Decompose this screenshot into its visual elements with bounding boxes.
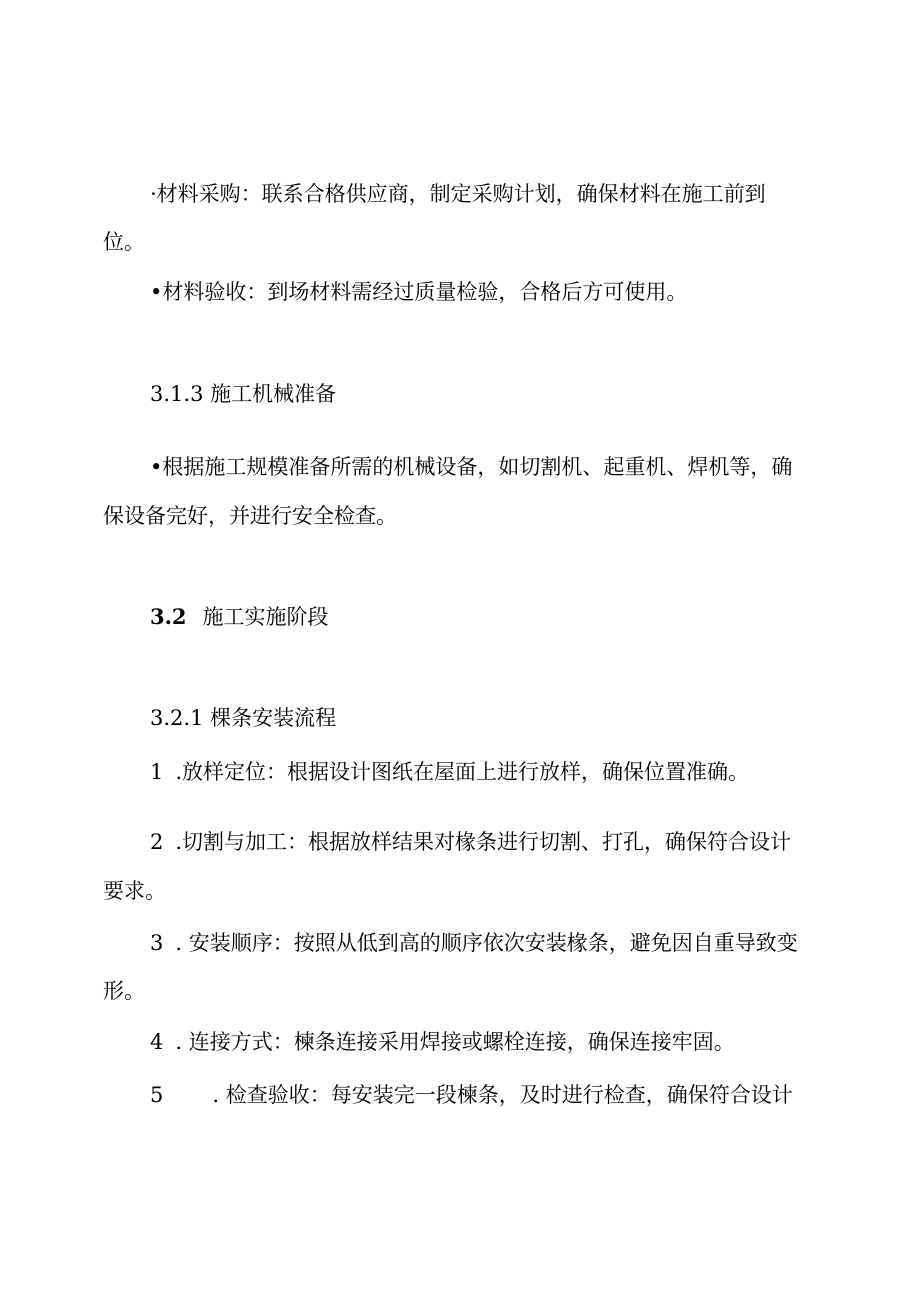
bullet-material-inspection: •材料验收：到场材料需经过质量检验，合格后方可使用。	[150, 280, 688, 304]
step-number: 4	[150, 1030, 164, 1054]
bullet-procurement-line1: ·材料采购：联系合格供应商，制定采购计划，确保材料在施工前到	[150, 182, 766, 206]
step-number: 3	[150, 931, 164, 955]
heading-3-2	[150, 603, 329, 631]
step-3-continuation: 形。	[103, 979, 145, 1003]
step-text: . 连接方式：楝条连接采用焊接或螺栓连接，确保连接牢固。	[175, 1030, 735, 1054]
step-4	[150, 1028, 735, 1056]
step-text: . 安装顺序：按照从低到高的顺序依次安装椽条，避免因自重导致变	[175, 931, 798, 955]
step-2	[150, 828, 791, 856]
step-number: 5	[150, 1083, 164, 1107]
step-3	[150, 929, 798, 957]
step-text: .放样定位：根据设计图纸在屋面上进行放样，确保位置准确。	[175, 760, 750, 784]
step-number: 2	[150, 830, 164, 854]
step-2-continuation: 要求。	[103, 879, 166, 903]
step-number: 1	[150, 760, 164, 784]
step-text: .切割与加工：根据放样结果对椽条进行切割、打孔，确保符合设计	[175, 830, 792, 854]
step-5	[150, 1081, 793, 1109]
bullet-machinery-line1: •根据施工规模准备所需的机械设备，如切割机、起重机、焊机等，确	[150, 455, 793, 479]
heading-3-2-1: 3.2.1 棵条安装流程	[150, 706, 337, 730]
heading-3-2-title: 施工实施阶段	[202, 605, 329, 629]
heading-3-1-3: 3.1.3 施工机械准备	[150, 382, 337, 406]
heading-3-2-number: 3.2	[150, 604, 187, 629]
bullet-procurement-line2: 位。	[103, 230, 145, 254]
step-1	[150, 758, 749, 786]
step-text: . 检查验收：每安装完一段楝条，及时进行检查，确保符合设计	[212, 1083, 793, 1107]
bullet-machinery-line2: 保设备完好，并进行安全检查。	[103, 504, 397, 528]
